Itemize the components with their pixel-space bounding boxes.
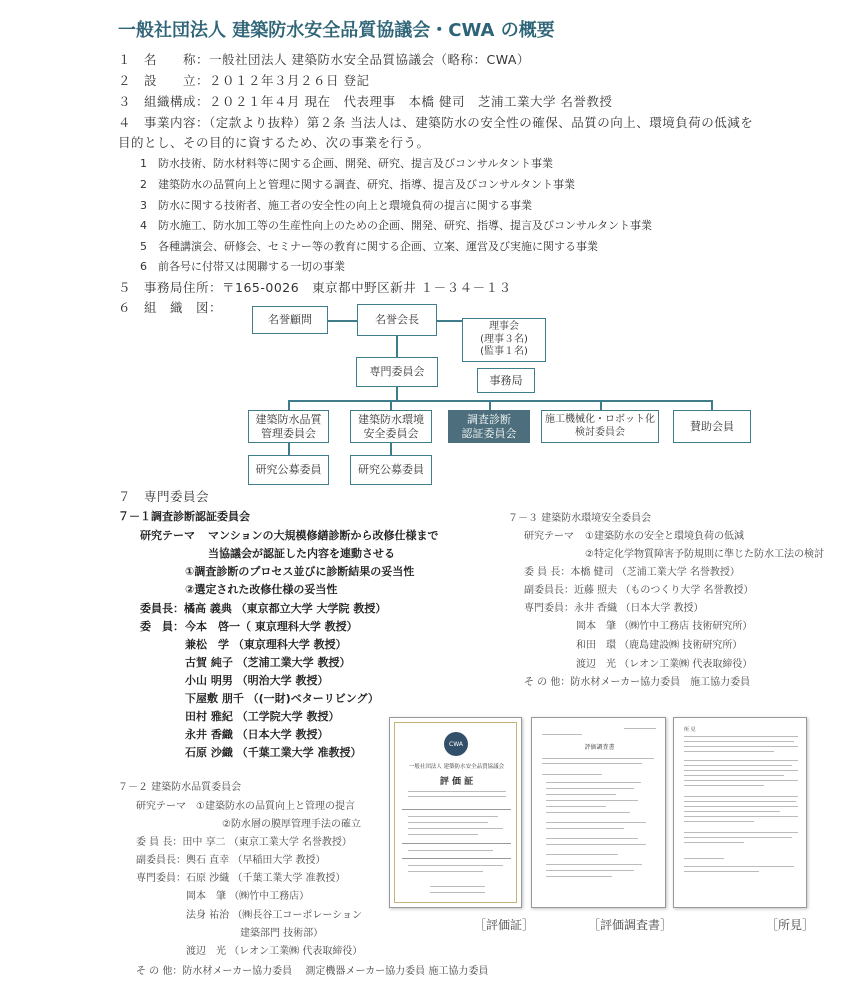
c73-expert: 専門委員：永井 香織 （日本大学 教授）: [524, 603, 704, 614]
cert-org-name: 一般社団法人 建築防水安全品質協議会: [408, 764, 505, 770]
c73-vice-chair: 副委員長：近藤 照夫 （ものつくり大学 名誉教授）: [524, 585, 754, 596]
c71-theme: ②選定された改修仕様の妥当性: [185, 583, 338, 596]
certificate-thumbnail: [389, 717, 522, 908]
c73-heading: ７－３ 建築防水環境安全委員会: [508, 513, 652, 524]
c73-theme: ①建築防水の安全と環境負荷の低減: [585, 531, 744, 542]
business-item: 5 各種講演会、研修会、セミナー等の教育に関する企画、立案、運営及び実施に関する事業: [140, 240, 598, 253]
org-diag-committee: 調査診断 認証委員会: [448, 410, 530, 443]
org-quality-committee: 建築防水品質 管理委員会: [248, 410, 329, 443]
cert-title: 評 価 証: [439, 777, 474, 787]
c71-theme: 当協議会が認証した内容を連動させる: [208, 547, 395, 560]
c71-member: 今本 啓一（ 東京理科大学 教授）: [185, 620, 358, 633]
c73-expert: 和田 環 （鹿島建設㈱ 技術研究所）: [576, 640, 743, 651]
org-secretariat: 事務局: [477, 368, 535, 393]
c72-heading: ７－２ 建築防水品質委員会: [118, 782, 242, 793]
opinion-caption: ［所見］: [766, 918, 815, 932]
overview-business: ４ 事業内容：（定款より抜粋）第２条 当法人は、建築防水の安全性の確保、品質の向上、環境負荷の低減を: [118, 115, 754, 130]
business-item: 4 防水施工、防水加工等の生産性向上のための企画、開発、研究、指導、提言及びコンサルタント事業: [140, 219, 653, 232]
c71-theme: ①調査診断のプロセス並びに診断結果の妥当性: [185, 565, 415, 578]
c73-other: そ の 他：防水材メーカー協力委員 施工協力委員: [524, 677, 751, 688]
c71-member: 兼松 学 （東京理科大学 教授）: [185, 638, 347, 651]
c71-member: 小山 明男 （明治大学 教授）: [185, 674, 329, 687]
c72-chair: 委 員 長：田中 享二 （東京工業大学 名誉教授）: [136, 837, 352, 848]
c72-expert: 建築部門 技術部）: [240, 928, 324, 939]
c72-vice-chair: 副委員長：輿石 直幸 （早稲田大学 教授）: [136, 855, 326, 866]
c72-expert: 法身 祐治 （㈱長谷工コーポレーション: [186, 910, 362, 921]
opinion-title: 所 見: [684, 727, 696, 733]
report-caption: ［評価調査書］: [588, 918, 673, 932]
c73-theme-label: 研究テーマ: [524, 531, 574, 542]
org-research-committee: 研究公募委員: [248, 455, 329, 485]
c72-other: そ の 他：防水材メーカー協力委員 測定機器メーカー協力委員 施工協力委員: [136, 966, 489, 977]
c71-chair: 委員長：橘高 義典 （東京都立大学 大学院 教授）: [140, 602, 387, 615]
section-7-heading: ７ 専門委員会: [118, 489, 210, 504]
c71-member: 田村 雅紀 （工学院大学 教授）: [185, 710, 340, 723]
org-support-members: 賛助会員: [673, 410, 751, 443]
c71-member: 永井 香織 （日本大学 教授）: [185, 728, 329, 741]
c73-theme: ②特定化学物質障害予防規則に準じた防水工法の検討: [585, 549, 824, 560]
c72-theme: ②防水層の膜厚管理手法の確立: [222, 819, 361, 830]
certificate-caption: ［評価証］: [474, 918, 535, 932]
opinion-thumbnail: [673, 717, 807, 908]
c71-theme: マンションの大規模修繕診断から改修仕様まで: [208, 529, 439, 542]
org-env-committee: 建築防水環境 安全委員会: [350, 410, 432, 443]
c73-expert: 渡辺 光 （レオン工業㈱ 代表取締役）: [576, 659, 753, 670]
overview-business-cont: 目的とし、その目的に資するため、次の事業を行う。: [118, 135, 430, 150]
c72-expert: 岡本 肇 （㈱竹中工務店）: [186, 891, 310, 902]
business-item: 2 建築防水の品質向上と管理に関する調査、研究、指導、提言及びコンサルタント事業: [140, 178, 576, 191]
org-research-committee: 研究公募委員: [350, 455, 432, 485]
overview-name: １ 名 称：一般社団法人 建築防水安全品質協議会（略称：CWA）: [118, 52, 530, 67]
c71-theme-label: 研究テーマ: [140, 529, 195, 542]
office-address: ５ 事務局住所：〒165-0026 東京都中野区新井 １－３４－１３: [118, 280, 512, 295]
org-chart-label: ６ 組 織 図：: [118, 300, 223, 315]
c71-member: 下屋敷 朋千 （(一財)ベターリビング）: [185, 692, 379, 705]
c72-theme: ①建築防水の品質向上と管理の提言: [196, 801, 355, 812]
org-robot-committee: 施工機械化・ロボット化 検討委員会: [541, 410, 659, 443]
c72-theme-label: 研究テーマ: [136, 801, 186, 812]
c71-member-label: 委 員：: [140, 620, 184, 633]
evaluation-report-thumbnail: [531, 717, 666, 908]
c71-member: 石原 沙織 （千葉工業大学 准教授）: [185, 746, 362, 759]
overview-founded: ２ 設 立：２０１２年３月２６日 登記: [118, 73, 370, 88]
business-item: 3 防水に関する技術者、施工者の安全性の向上と環境負荷の提言に関する事業: [140, 199, 532, 212]
c73-expert: 岡本 肇 （㈱竹中工務店 技術研究所）: [576, 621, 753, 632]
business-item: 6 前各号に付帯又は関聯する一切の事業: [140, 260, 345, 273]
org-expert-committee: 専門委員会: [356, 357, 438, 387]
business-item: 1 防水技術、防水材料等に関する企画、開発、研究、提言及びコンサルタント事業: [140, 157, 554, 170]
c73-chair: 委 員 長：本橋 健司 （芝浦工業大学 名誉教授）: [524, 567, 740, 578]
page-title: 一般社団法人 建築防水安全品質協議会・CWA の概要: [118, 20, 555, 41]
c72-expert: 渡辺 光 （レオン工業㈱ 代表取締役）: [186, 946, 363, 957]
c72-expert: 専門委員：石原 沙織 （千葉工業大学 准教授）: [136, 873, 346, 884]
c71-heading: ７－１調査診断認証委員会: [118, 510, 250, 523]
overview-organization: ３ 組織構成：２０２１年４月 現在 代表理事 本橋 健司 芝浦工業大学 名誉教授: [118, 94, 613, 109]
org-board: 理事会 (理事３名) (監事１名): [462, 318, 546, 362]
cwa-logo-icon: CWA: [444, 732, 468, 756]
report-title: 評価調査書: [584, 744, 615, 751]
org-honorary-advisor: 名誉顧問: [252, 306, 328, 334]
c71-member: 古賀 純子 （芝浦工業大学 教授）: [185, 656, 351, 669]
org-honorary-chair: 名誉会長: [357, 304, 437, 336]
